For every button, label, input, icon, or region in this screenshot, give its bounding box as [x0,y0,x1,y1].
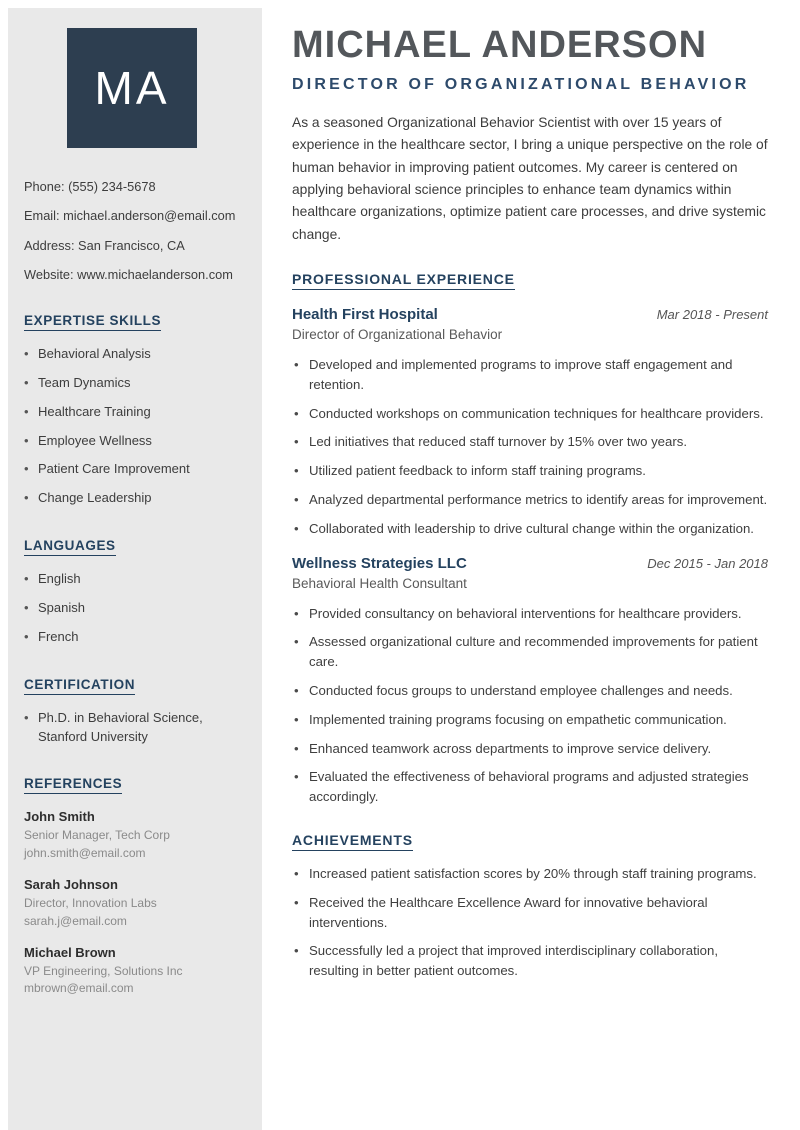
achievements-list [292,864,768,981]
job-bullet: • Evaluated the effectiveness of behavioral programs and adjusted strategies accordingly. [292,767,768,807]
job-header [292,306,768,323]
job-bullet: • Utilized patient feedback to inform staff training programs. [292,461,768,481]
reference-email: mbrown@email.com [24,981,134,996]
skill-item: • Healthcare Training [24,403,240,422]
achievements-heading: ACHIEVEMENTS [292,832,768,851]
job-bullet-list [292,604,768,807]
experience-entry [292,306,768,539]
job-bullet: • Led initiatives that reduced staff turnover by 15% over two years. [292,432,768,452]
contact-phone: Phone: (555) 234-5678 [24,179,156,194]
job-bullet: • Enhanced teamwork across departments to improve service delivery. [292,739,768,759]
sidebar [8,8,262,1130]
skill-item: • Change Leadership [24,489,240,508]
company-name: Wellness Strategies LLC [292,554,467,572]
job-bullet-list [292,355,768,539]
candidate-name: MICHAEL ANDERSON [292,24,708,66]
languages-list [24,570,240,647]
reference-name: Sarah Johnson [24,877,118,893]
reference-name: Michael Brown [24,944,116,960]
reference-name: John Smith [24,809,95,825]
skill-item: • Patient Care Improvement [24,460,240,479]
contact-address: Address: San Francisco, CA [24,237,185,253]
monogram-badge [67,28,197,148]
references-heading: REFERENCES [24,776,240,794]
contact-email: Email: michael.anderson@email.com [24,208,236,224]
skills-heading: EXPERTISE SKILLS [24,313,240,331]
job-dates: Dec 2015 - Jan 2018 [647,555,768,571]
candidate-title: DIRECTOR OF ORGANIZATIONAL BEHAVIOR [292,75,750,93]
language-item: • English [24,570,240,589]
skill-item: • Team Dynamics [24,374,240,393]
job-role: Behavioral Health Consultant [292,575,467,591]
reference-block [24,945,240,998]
reference-email: john.smith@email.com [24,845,146,860]
reference-title: Senior Manager, Tech Corp [24,828,170,843]
summary-paragraph: As a seasoned Organizational Behavior Scientist with over 15 years of experience in the healthcare sector, I bring a unique perspective on the role of human behavior in improving patient outcomes. My career is centered on applying behavioral science principles to enhance team dynamics within healthcare organizations, optimize patient care processes, and drive systemic change. [292,114,768,242]
job-bullet: • Implemented training programs focusing on empathetic communication. [292,710,768,730]
job-header [292,555,768,572]
reference-block [24,809,240,862]
job-bullet: • Developed and implemented programs to improve staff engagement and retention. [292,355,768,395]
job-bullet: • Provided consultancy on behavioral interventions for healthcare providers. [292,604,768,624]
achievement-item: • Received the Healthcare Excellence Award for innovative behavioral interventions. [292,893,768,933]
language-item: • Spanish [24,599,240,618]
experience-entry [292,555,768,807]
job-bullet: • Conducted focus groups to understand employee challenges and needs. [292,681,768,701]
certification-list [24,709,240,747]
job-bullet: • Assessed organizational culture and recommended improvements for patient care. [292,632,768,672]
skill-item: • Employee Wellness [24,432,240,451]
experience-heading: PROFESSIONAL EXPERIENCE [292,271,768,290]
main-content [262,0,800,1130]
reference-title: Director, Innovation Labs [24,896,157,911]
certification-item: • Ph.D. in Behavioral Science, Stanford University [24,709,240,747]
languages-heading: LANGUAGES [24,538,240,556]
certification-heading: CERTIFICATION [24,677,240,695]
contact-info [24,178,240,283]
achievement-item: • Increased patient satisfaction scores by 20% through staff training programs. [292,864,768,884]
job-bullet: • Collaborated with leadership to drive cultural change within the organization. [292,519,768,539]
contact-website: Website: www.michaelanderson.com [24,266,233,282]
reference-block [24,877,240,930]
reference-email: sarah.j@email.com [24,913,127,928]
job-bullet: • Analyzed departmental performance metrics to identify areas for improvement. [292,490,768,510]
job-role: Director of Organizational Behavior [292,326,503,342]
company-name: Health First Hospital [292,305,438,323]
reference-title: VP Engineering, Solutions Inc [24,963,183,978]
skill-item: • Behavioral Analysis [24,345,240,364]
achievement-item: • Successfully led a project that improved interdisciplinary collaboration, resulting in better patient outcomes. [292,941,768,981]
language-item: • French [24,628,240,647]
monogram-initials: MA [94,62,170,114]
job-bullet: • Conducted workshops on communication techniques for healthcare providers. [292,404,768,424]
skills-list [24,345,240,508]
job-dates: Mar 2018 - Present [656,306,768,322]
sidebar-wrap [0,0,262,1130]
